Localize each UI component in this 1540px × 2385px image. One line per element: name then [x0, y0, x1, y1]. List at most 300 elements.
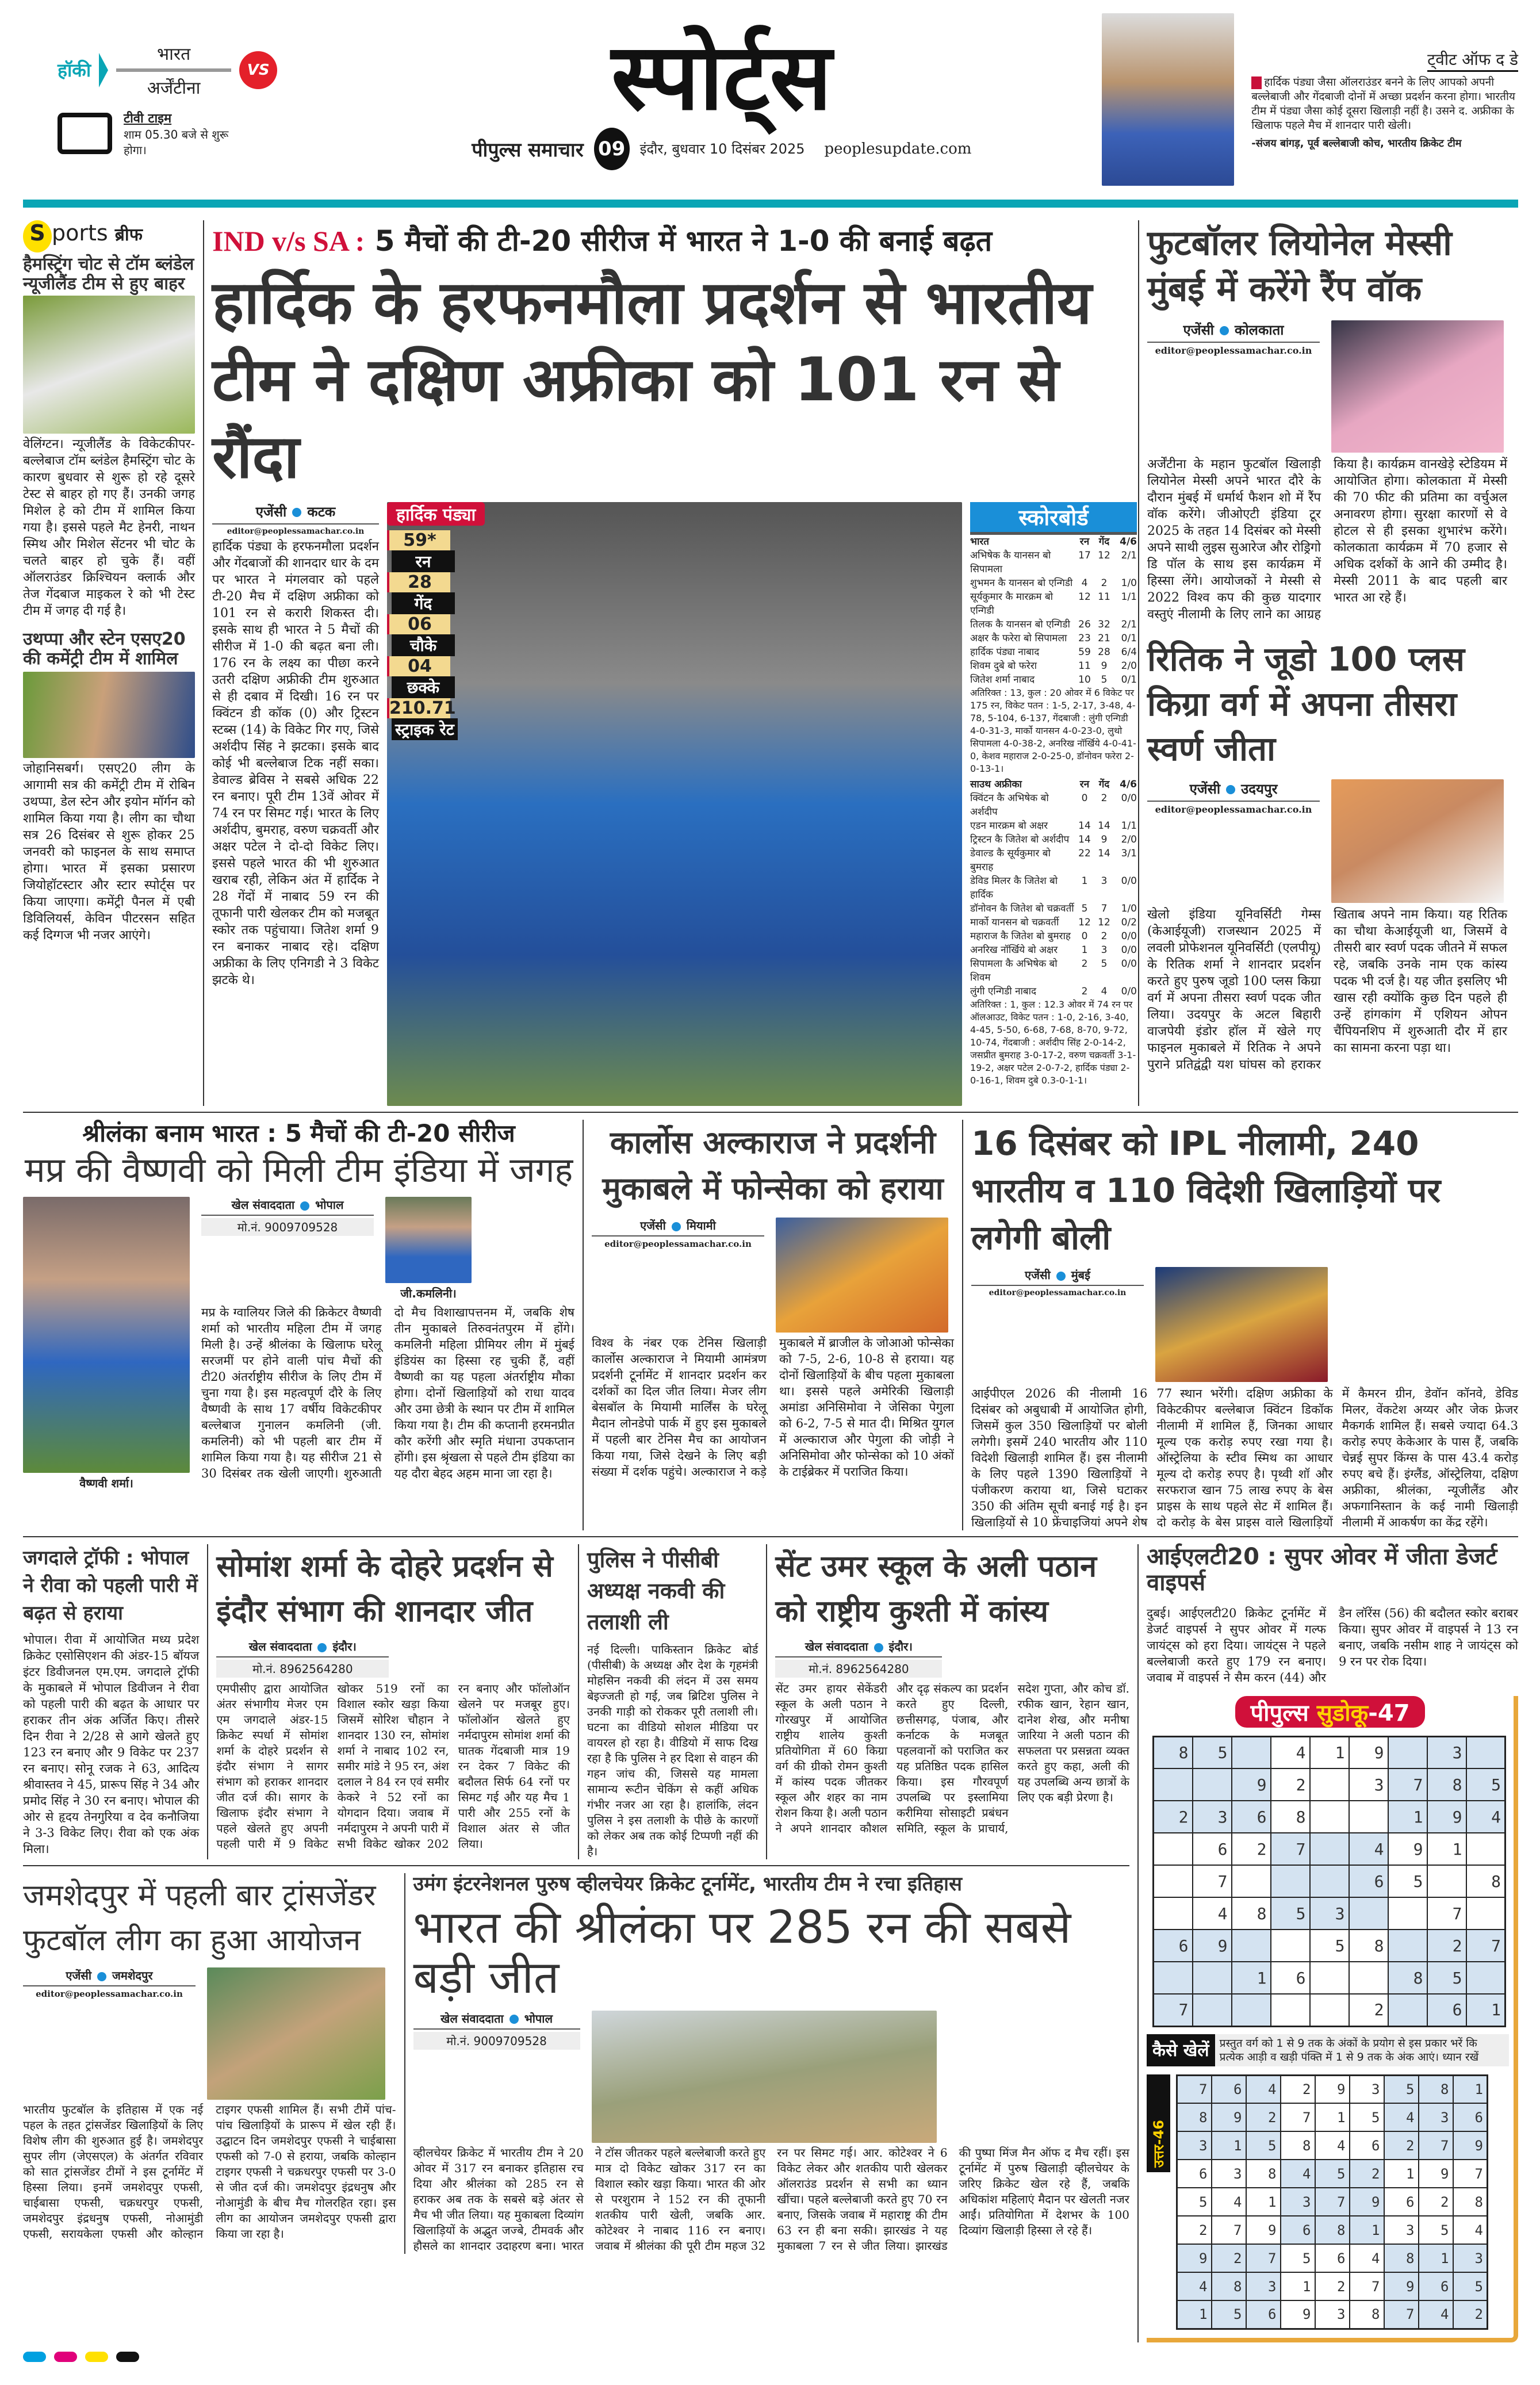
howto-label: कैसे खेलें: [1147, 2034, 1215, 2066]
sudoku-cell: 4: [1315, 2131, 1350, 2160]
sudoku-cell: 9: [1315, 2075, 1350, 2103]
sudoku-cell: 3: [1193, 1801, 1232, 1833]
sudoku-cell: 5: [1271, 1897, 1310, 1930]
sudoku-cell: [1271, 1930, 1310, 1962]
sudoku-cell: 9: [1384, 2272, 1419, 2300]
fours-sixes: 2/1: [1121, 550, 1137, 561]
balls: 9: [1101, 834, 1108, 845]
sudoku-row: [1154, 1768, 1505, 1801]
sports-brief-logo: [23, 220, 195, 252]
ritik-headline: रितिक ने जूडो 100 प्लस किग्रा वर्ग में अपना तीसरा स्वर्ण जीता: [1147, 640, 1465, 768]
sudoku-cell: 8: [1466, 1865, 1505, 1897]
sudoku-cell: 7: [1193, 1865, 1232, 1897]
balls: 9: [1101, 660, 1108, 672]
messi-text: अर्जेंटीना के महान फुटबॉल खिलाड़ी लियोनेल मेस्सी अपने भारत दौरे के दौरान मुंबई में धर्मार्थ फैशन शो में रैंप वॉक करेंगे। जीओएटी इंडिया टूर 2025 के तहत 14 दिसंबर को मेस्सी अपने साथी लुइस सुआरेज और रोड्रिगो डि पॉल के साथ इस कार्यक्रम में हिस्सा लेंगे। आयोजकों ने मेस्सी से 2022 विश्व कप की कुछ यादगार वस्तुएं नीलामी के लिए लाने का आग्रह किया है। कार्यक्रम वानखेड़े स्टेडियम में आयोजित होगा। कोलकाता में मेस्सी की 70 फीट की प्रतिमा का वर्चुअल अनावरण होगा। सुरक्षा कारणों से वे होटल से ही इसका शुभारंभ करेंगे। कोलकाता कार्यक्रम में 70 हजार से अधिक दर्शकों के आने की उम्मीद है। मेस्सी 2011 के बाद पहली बार भारत आ रहे हैं।: [1147, 457, 1507, 622]
page-number: 09: [594, 128, 630, 170]
sudoku-cell: 3: [1310, 1897, 1349, 1930]
stat-label: छक्के: [392, 676, 455, 698]
batsman: सिपामला कै अभिषेक बो शिवम: [970, 958, 1058, 983]
byline-place: जमशेदपुर: [112, 1969, 153, 1982]
byline-place: मुंबई: [1071, 1268, 1090, 1282]
batsman: जितेश शर्मा नाबाद: [970, 674, 1035, 686]
sudoku-cell: [1271, 1865, 1310, 1897]
sudoku-cell: 1: [1315, 2103, 1350, 2131]
sudoku-cell: 7: [1427, 1897, 1466, 1930]
sudoku-cell: [1349, 1801, 1388, 1833]
sudoku-cell: 8: [1232, 1897, 1271, 1930]
wheelchair-photo: [592, 2011, 937, 2143]
byline: [23, 1967, 196, 1986]
jamshedpur-photo: [207, 1967, 385, 2100]
sudoku-cell: 1: [1177, 2300, 1212, 2329]
balls: 32: [1098, 619, 1110, 630]
col-header: गेंद: [1098, 779, 1110, 790]
sudoku-cell: 8: [1419, 2075, 1453, 2103]
row-3-4: [23, 1536, 1518, 2342]
logo-word: ब्रीफ: [114, 225, 143, 245]
sudoku-title-b: सुडोकू: [1316, 1699, 1369, 1726]
lower-right-column: [1139, 1544, 1518, 2342]
sudoku-row: [1154, 1833, 1505, 1865]
mobile: मो.नं. 9009709528: [201, 1218, 374, 1236]
sudoku-cell: 5: [1384, 2075, 1419, 2103]
sudoku-cell: 9: [1453, 2131, 1488, 2160]
jamshedpur-story: [23, 1873, 405, 2254]
batsman-row: [970, 916, 1137, 929]
sudoku-cell: 2: [1232, 1833, 1271, 1865]
stat-label: चौके: [392, 634, 455, 656]
scoreboard-india: [970, 535, 1137, 687]
sudoku-cell: 9: [1212, 2103, 1246, 2131]
somansh-story: [208, 1544, 579, 1859]
sudoku-cell: 2: [1154, 1801, 1193, 1833]
sudoku-cell: 5: [1350, 2103, 1384, 2131]
sudoku-row: [1154, 1801, 1505, 1833]
stat-label: गेंद: [392, 592, 455, 614]
sudoku-cell: 3: [1427, 1736, 1466, 1768]
runs: 22: [1078, 848, 1091, 859]
sudoku-cell: 6: [1246, 2300, 1281, 2329]
sudoku-cell: 7: [1246, 2244, 1281, 2272]
vaishnavi-caption: वैष्णवी शर्मा।: [79, 1476, 133, 1491]
sudoku-cell: [1232, 1736, 1271, 1768]
sudoku-cell: 1: [1466, 1994, 1505, 2026]
ilt20-text: दुबई। आईएलटी20 क्रिकेट टूर्नामेंट में डेजर्ट वाइपर्स ने सुपर ओवर में गल्फ जायंट्स को हरा दिया। जायंट्स ने पहले बल्लेबाजी करते हुए 179 रन बनाए। जवाब में वाइपर्स ने सैम करन (44) और डैन लॉरेंस (56) की बदौलत स्कोर बराबर किया। सुपर ओवर में वाइपर्स ने 13 रन बनाए, जबकि नसीम शाह ने जायंट्स को 9 रन पर रोक दिया।: [1147, 1606, 1518, 1685]
sudoku-cell: 8: [1388, 1962, 1427, 1994]
sudoku-cell: 4: [1271, 1736, 1310, 1768]
runs: 14: [1078, 820, 1091, 832]
runs: 17: [1078, 550, 1091, 561]
batsman: शुभमन कै यानसन बो एन्गिडी: [970, 577, 1073, 589]
stat-value: 210.71: [387, 698, 450, 718]
batsman-row: [970, 819, 1137, 833]
ipl-trophy-photo: [1155, 1267, 1328, 1382]
vaishnavi-story: [23, 1120, 584, 1530]
ritik-story: [1147, 637, 1507, 1073]
batsman-row: [970, 618, 1137, 631]
batsman-row: [970, 902, 1137, 916]
sudoku-cell: 2: [1419, 2188, 1453, 2216]
sudoku-cell: 9: [1281, 2300, 1315, 2329]
website-link[interactable]: peoplesupdate.com: [824, 140, 972, 158]
somansh-text: एमपीसीए द्वारा आयोजित अंतर संभागीय मेजर एम एम जगदाले अंडर-15 क्रिकेट स्पर्धा में सोमांश शर्मा के दोहरे प्रदर्शन से इंदौर संभाग ने सागर संभाग को हराकर शानदार जीत दर्ज की। सागर के खिलाफ इंदौर संभाग ने पहले खेलते हुए अपनी पहली पारी में 9 विकेट खोकर 519 रनों का विशाल स्कोर खड़ा किया जिसमें सोरिश चौहान ने शानदार 130 रन, सोमांश शर्मा ने नाबाद 102 रन, समीर मांडे ने 95 रन, अंश दलाल ने 84 रन एवं समीर केकरे ने 52 रनों का योगदान दिया। जवाब में नर्मदापुरम ने अपनी पारी में सभी विकेट खोकर 202 रन बनाए और फॉलोऑन खेलने पर मजबूर हुए। फॉलोऑन खेलते हुए नर्मदापुरम सोमांश शर्मा की घातक गेंदबाजी मात्र 19 रन देकर 7 विकेट की बदौलत सिर्फ 64 रनों पर सिमट गई और यह मैच 1 पारी और 255 रनों के विशाल अंतर से जीत लिया।: [216, 1682, 570, 1851]
sudoku-cell: [1466, 1833, 1505, 1865]
batsman: सूर्यकुमार कै मारक्रम बो एन्गिडी: [970, 591, 1054, 617]
sudoku-cell: 7: [1453, 2160, 1488, 2188]
sudoku-cell: 8: [1271, 1801, 1310, 1833]
hardik-photo: [387, 502, 962, 1106]
fours-sixes: 0/0: [1121, 931, 1137, 942]
runs: 1: [1081, 875, 1088, 887]
sudoku-cell: [1466, 1897, 1505, 1930]
sudoku-row: [1154, 1865, 1505, 1897]
dot-icon: [874, 1643, 883, 1652]
balls: 2: [1101, 931, 1108, 942]
sudoku-cell: 6: [1384, 2188, 1419, 2216]
nakvi-story: [579, 1544, 767, 1859]
tweet-text: [1251, 75, 1518, 133]
sudoku-cell: [1232, 1994, 1271, 2026]
sudoku-cell: [1310, 1865, 1349, 1897]
tweet-author: -संजय बांगड़, पूर्व बल्लेबाजी कोच, भारतीय क्रिकेट टीम: [1251, 137, 1462, 150]
runs: 12: [1078, 917, 1091, 928]
sudoku-cell: 3: [1350, 2075, 1384, 2103]
sudoku-cell: 5: [1212, 2300, 1246, 2329]
email: editor@peoplessamachar.co.in: [227, 527, 365, 536]
dot-icon: [1226, 785, 1235, 794]
balls: 12: [1098, 917, 1110, 928]
sudoku-cell: 9: [1193, 1930, 1232, 1962]
sudoku-cell: 3: [1212, 2160, 1246, 2188]
fours-sixes: 2/1: [1121, 619, 1137, 630]
sudoku-cell: 8: [1350, 2300, 1384, 2329]
dot-icon: [1220, 326, 1229, 335]
stat-value: 04: [387, 656, 450, 676]
fours-sixes: 0/1: [1121, 674, 1137, 686]
sudoku-cell: 1: [1427, 1833, 1466, 1865]
main-text: हार्दिक पंड्या के हरफनमौला प्रदर्शन और गेंदबाजों की शानदार धार के दम पर भारत ने मंगलवार को पहले टी-20 मैच में दक्षिण अफ्रीका को 101 रन से करारी शिकस्त दी। इसके साथ ही भारत ने 5 मैचों की सीरीज में 1-0 की बढ़त बना ली। 176 रन के लक्ष्य का पीछा करने उतरी दक्षिण अफ्रीकी टीम शुरुआत से ही दबाव में दिखी। 16 रन पर क्विंटन डी कॉक (0) और ट्रिस्टन स्टब्स (14) के विकेट गिर गए, जिसे अर्शदीप सिंह ने झटका। इसके बाद कोई भी बल्लेबाज टिक नहीं सका। डेवाल्ड ब्रेविस ने सबसे अधिक 22 रन बनाए। पूरी टीम 13वें ओवर में 74 रन पर सिमट गई। भारत के लिए अर्शदीप, बुमराह, वरुण चक्रवर्ती और अक्षर पटेल ने दो-दो विकेट लिए। इससे पहले भारत की भी शुरुआत खराब रही, लेकिन अंत में हार्दिक ने 28 गेंदों में नाबाद 59 रन की तूफानी पारी खेलकर टीम को मजबूत स्कोर तक पहुंचाया। जितेश शर्मा 9 रन बनाकर नाबाद रहे। दक्षिण अफ्रीका के लिए एनिगडी ने 3 विकेट झटके थे।: [212, 539, 379, 987]
sudoku-cell: 5: [1388, 1865, 1427, 1897]
jamshedpur-headline: जमशेदपुर में पहली बार ट्रांसजेंडर फुटबॉल लीग का हुआ आयोजन: [23, 1878, 376, 1958]
sudoku-cell: [1154, 1897, 1193, 1930]
sudoku-cell: 6: [1419, 2272, 1453, 2300]
main-kicker: [212, 220, 1130, 259]
sudoku-cell: 1: [1281, 2272, 1315, 2300]
main-headline: हार्दिक के हरफनमौला प्रदर्शन से भारतीय टीम ने दक्षिण अफ्रीका को 101 रन से रौंदा: [212, 267, 1092, 492]
sudoku-cell: [1193, 1768, 1232, 1801]
sudoku-cell: 6: [1154, 1930, 1193, 1962]
sudoku-cell: 1: [1453, 2075, 1488, 2103]
sudoku-cell: 6: [1349, 1865, 1388, 1897]
batsman-row: [970, 576, 1137, 590]
sudoku-cell: 3: [1315, 2300, 1350, 2329]
kicker-red: IND v/s SA :: [212, 225, 365, 257]
sudoku-cell: 9: [1349, 1736, 1388, 1768]
sudoku-row: [1154, 1994, 1505, 2026]
runs: 12: [1078, 591, 1091, 603]
byline-source: एजेंसी: [255, 504, 287, 520]
batsman: डॉनोवन कै जितेश बो चक्रवर्ती: [970, 903, 1074, 914]
sudoku-cell: [1310, 1833, 1349, 1865]
sudoku-cell: 2: [1281, 2075, 1315, 2103]
sudoku-cell: [1466, 1736, 1505, 1768]
tv-time-text: शाम 05.30 बजे से शुरू होगा।: [124, 127, 229, 157]
sudoku-row: [1177, 2188, 1488, 2216]
batsman-row: [970, 673, 1137, 687]
byline-place: उदयपुर: [1241, 781, 1278, 797]
brief-text-1: वेलिंग्टन। न्यूजीलैंड के विकेटकीपर-बल्लेबाज टॉम ब्लंडेल हैमस्ट्रिंग चोट के कारण बुधवार से शुरू हो रहे दूसरे टेस्ट से बाहर हो गए हैं। उनकी जगह मिशेल हे को टीम में शामिल किया गया है। इससे पहले मैट हेनरी, नाथन स्मिथ और मिशेल सेंटनर भी चोट के चलते बाहर हो चुके हैं। वहीं ऑलराउंडर क्रिश्चियन क्लार्क और तेज गेंदबाज माइकल रे को भी टेस्ट टीम में जगह दी गई है।: [23, 437, 195, 619]
byline: [413, 2011, 580, 2030]
somansh-headline: सोमांश शर्मा के दोहरे प्रदर्शन से इंदौर संभाग की शानदार जीत: [216, 1549, 553, 1629]
sudoku-title-a: पीपुल्स: [1250, 1699, 1309, 1726]
sudoku-cell: 4: [1384, 2103, 1419, 2131]
team-name: भारत: [970, 536, 989, 548]
batsman: शिवम दुबे बो फरेरा: [970, 660, 1037, 672]
fours-sixes: 1/1: [1121, 591, 1137, 603]
alcaraz-story: [584, 1120, 963, 1530]
tv-time-label: टीवी टाइम: [124, 111, 172, 126]
runs: 1: [1081, 944, 1088, 956]
sudoku-cell: 6: [1453, 2103, 1488, 2131]
byline: [592, 1218, 764, 1236]
sudoku-cell: 5: [1246, 2131, 1281, 2160]
batsman: मार्को यानसन बो चक्रवर्ती: [970, 917, 1059, 928]
sudoku-cell: 7: [1350, 2272, 1384, 2300]
fours-sixes: 0/0: [1121, 944, 1137, 956]
sudoku-cell: 2: [1453, 2300, 1488, 2329]
batsman-row: [970, 645, 1137, 659]
batsman: डेविड मिलर कै जितेश बो हार्दिक: [970, 875, 1058, 901]
jagdale-headline: जगदाले ट्रॉफी : भोपाल ने रीवा को पहली पारी में बढ़त से हराया: [23, 1546, 198, 1625]
sudoku-cell: 5: [1310, 1930, 1349, 1962]
batsman: डेवाल्ड कै सूर्यकुमार बो बुमराह: [970, 848, 1051, 873]
byline: [971, 1267, 1144, 1286]
balls: 5: [1101, 674, 1108, 686]
byline: [775, 1639, 942, 1657]
fours-sixes: 0/0: [1121, 793, 1137, 804]
sudoku-cell: 6: [1427, 1994, 1466, 2026]
fours-sixes: 6/4: [1121, 646, 1137, 658]
sudoku-cell: 1: [1212, 2131, 1246, 2160]
balls: 12: [1098, 550, 1110, 561]
brief-headline-2: उथप्पा और स्टेन एसए20 की कमेंट्री टीम में शामिल: [23, 629, 186, 669]
ilt20-story: [1147, 1544, 1518, 1686]
sudoku-cell: 5: [1453, 2272, 1488, 2300]
sudoku-cell: 8: [1246, 2160, 1281, 2188]
sudoku-cell: 9: [1419, 2160, 1453, 2188]
section-title: स्पोर्ट्स: [611, 22, 832, 131]
byline-place: भोपाल: [524, 2011, 553, 2026]
sudoku-cell: 4: [1246, 2075, 1281, 2103]
jamshedpur-text: भारतीय फुटबॉल के इतिहास में एक नई पहल के तहत ट्रांसजेंडर खिलाड़ियों के लिए विशेष लीग की शुरुआत हुई है। जमशेदपुर सुपर लीग (जेएसएल) के अंतर्गत रविवार को सात ट्रांसजेंडर टीमों ने इस टूर्नामेंट में हिस्सा लिया। इनमें जमशेदपुर एफसी, चाईबासा एफसी, चक्रधरपुर एफसी, जमशेदपुर इंद्रधनुष एफसी, नोआमुंडी एफसी, सरायकेला एफसी और कोल्हान टाइगर एफसी शामिल हैं। सभी टीमें पांच-पांच खिलाड़ियों के प्रारूप में खेल रही हैं। उद्घाटन दिन जमशेदपुर एफसी ने चाईबासा एफसी को 7-0 से हराया, जबकि कोल्हान टाइगर एफसी ने चक्रधरपुर एफसी पर 3-0 से जीत दर्ज की। जमशेदपुर इंद्रधनुष और नोआमुंडी के बीच मैच गोलरहित रहा। इस लीग का आयोजन जमशेदपुर एफसी द्वारा किया जा रहा है।: [23, 2103, 396, 2241]
sudoku-box: [1147, 1696, 1518, 2342]
sudoku-cell: 5: [1466, 1768, 1505, 1801]
mobile: मो.नं. 8962564280: [216, 1660, 389, 1678]
sudoku-cell: [1154, 1865, 1193, 1897]
brief-headline-1: हैमस्ट्रिंग चोट से टॉम ब्लंडेल न्यूजीलैंड टीम से हुए बाहर: [23, 254, 194, 294]
sudoku-cell: [1154, 1768, 1193, 1801]
ipl-headline: 16 दिसंबर को IPL नीलामी, 240 भारतीय व 110 विदेशी खिलाड़ियों पर लगेगी बोली: [971, 1124, 1441, 1257]
sudoku-cell: 6: [1350, 2131, 1384, 2160]
runs: 23: [1078, 633, 1091, 644]
byline: [1147, 779, 1320, 802]
sudoku-cell: 8: [1315, 2216, 1350, 2244]
tweet-title: ट्वीट ऑफ द डे: [1427, 48, 1518, 72]
sudoku-cell: 4: [1419, 2300, 1453, 2329]
sudoku-cell: [1232, 1865, 1271, 1897]
howto: [1147, 2034, 1509, 2066]
tv-icon: [58, 113, 112, 154]
sudoku-cell: 8: [1427, 1768, 1466, 1801]
batsman: लुंगी एन्गिडी नाबाद: [970, 986, 1037, 997]
lower-left-block: [23, 1544, 1139, 2342]
wheelchair-story: [405, 1873, 1129, 2254]
uthappa-photo: [23, 672, 195, 758]
ali-pathan-headline: सेंट उमर स्कूल के अली पठान को राष्ट्रीय कुश्ती में कांस्य: [775, 1549, 1097, 1629]
sudoku-cell: [1388, 1897, 1427, 1930]
balls: 4: [1101, 986, 1108, 997]
right-column: [1139, 220, 1507, 1106]
balls: 7: [1101, 903, 1108, 914]
dot-icon: [317, 1643, 327, 1652]
vaishnavi-body: [201, 1197, 574, 1481]
batsman-row: [970, 929, 1137, 943]
sudoku-cell: 2: [1349, 1994, 1388, 2026]
balls: 2: [1101, 577, 1108, 589]
sudoku-row: [1177, 2244, 1488, 2272]
col-header: रन: [1079, 779, 1090, 790]
stat-label-wrap: [387, 592, 962, 614]
batsman-row: [970, 957, 1137, 985]
byline-source: एजेंसी: [640, 1219, 666, 1232]
fours-sixes: 1/1: [1121, 820, 1137, 832]
col-header: 4/6: [1120, 536, 1137, 548]
sudoku-cell: 7: [1466, 1930, 1505, 1962]
vaishnavi-headline: मप्र की वैष्णवी को मिली टीम इंडिया में जगह: [24, 1150, 573, 1191]
messi-headline: फुटबॉलर लियोनेल मेस्सी मुंबई में करेंगे रैंप वॉक: [1147, 223, 1452, 309]
runs: 2: [1081, 986, 1088, 997]
sudoku-row: [1177, 2300, 1488, 2329]
sudoku-cell: [1154, 1962, 1193, 1994]
scoreboard: [970, 502, 1137, 1087]
sudoku-cell: 3: [1419, 2103, 1453, 2131]
sudoku-answer-grid: [1176, 2074, 1488, 2330]
sudoku-cell: 2: [1177, 2216, 1212, 2244]
sa-summary: अतिरिक्त : 1, कुल : 12.3 ओवर में 74 रन पर ऑलआउट, विकेट पतन : 1-0, 2-16, 3-40, 4-45, 5-50, 6-68, 7-68, 8-70, 9-72, 10-74, गेंदबाजी : अर्शदीप सिंह 2-0-14-2, जसप्रीत बुमराह 3-0-17-2, वरुण चक्रवर्ती 3-1-19-2, अक्षर पटेल 2-0-7-2, हार्दिक पंड्या 2-0-16-1, शिवम दुबे 0.3-0-1-1।: [970, 999, 1136, 1086]
batsman-row: [970, 791, 1137, 819]
coach-photo: [1102, 13, 1234, 186]
black-mark: [116, 2352, 139, 2362]
masthead: [23, 0, 1518, 198]
row-1: [23, 213, 1518, 1106]
sudoku-cell: [1427, 1865, 1466, 1897]
sudoku-cell: [1193, 1994, 1232, 2026]
runs: 59: [1078, 646, 1091, 658]
stat-label-wrap: [387, 718, 962, 740]
sudoku-cell: 6: [1315, 2244, 1350, 2272]
sudoku-cell: 6: [1177, 2160, 1212, 2188]
sudoku-cell: 5: [1315, 2160, 1350, 2188]
batsman-row: [970, 985, 1137, 998]
masthead-rule: [23, 200, 1518, 208]
dot-icon: [1056, 1272, 1066, 1281]
sudoku-cell: [1388, 1736, 1427, 1768]
sudoku-cell: 1: [1246, 2188, 1281, 2216]
sudoku-row: [1177, 2272, 1488, 2300]
col-header: 4/6: [1120, 779, 1137, 790]
kamalini-photo: [385, 1197, 472, 1283]
sudoku-cell: 8: [1212, 2272, 1246, 2300]
fours-sixes: 0/2: [1121, 917, 1137, 928]
email: editor@peoplessamachar.co.in: [604, 1239, 752, 1249]
sudoku-cell: 5: [1427, 1962, 1466, 1994]
byline-place: कोलकाता: [1235, 322, 1284, 338]
dot-icon: [292, 508, 301, 517]
sudoku-cell: 8: [1384, 2244, 1419, 2272]
batsman: तिलक कै यानसन बो एन्गिडी: [970, 619, 1070, 630]
title-block: [358, 22, 1085, 170]
fours-sixes: 0/0: [1121, 875, 1137, 887]
sudoku-cell: 9: [1350, 2188, 1384, 2216]
byline-source: एजेंसी: [66, 1969, 92, 1982]
cyan-mark: [23, 2352, 46, 2362]
byline-place: भोपाल: [315, 1198, 344, 1212]
hockey-fixture: [23, 41, 341, 158]
batsman-row: [970, 549, 1137, 576]
stat-label: रन: [392, 550, 455, 572]
ilt20-headline: आईएलटी20 : सुपर ओवर में जीता डेजर्ट वाइपर्स: [1147, 1544, 1497, 1596]
sudoku-cell: 6: [1212, 2075, 1246, 2103]
paper-name: पीपुल्स समाचार: [472, 138, 584, 162]
ali-pathan-story: [767, 1544, 1129, 1859]
sudoku-cell: 9: [1232, 1768, 1271, 1801]
scoreboard-title: स्कोरबोर्ड: [970, 502, 1137, 535]
player-tag: हार्दिक पंड्या: [387, 502, 485, 526]
sudoku-cell: [1310, 1768, 1349, 1801]
nakvi-headline: पुलिस ने पीसीबी अध्यक्ष नकवी की तलाशी ली: [587, 1547, 725, 1634]
sudoku-cell: 2: [1212, 2244, 1246, 2272]
runs: 0: [1081, 931, 1088, 942]
messi-story: [1147, 220, 1507, 623]
ali-pathan-text: सेंट उमर हायर सेकेंडरी स्कूल के अली पठान ने गोरखपुर में आयोजित राष्ट्रीय शालेय कुश्ती प्रतियोगिता में 60 किग्रा वर्ग की ग्रीको रोमन कुश्ती में कांस्य पदक जीतकर स्कूल और शहर का नाम रोशन किया है। अली पठान ने अपने शानदार कौशल और दृढ़ संकल्प का प्रदर्शन करते हुए दिल्ली, छत्तीसगढ़, पंजाब, और कर्नाटक के मजबूत पहलवानों को पराजित कर यह प्रतिष्ठित पदक हासिल किया। इस गौरवपूर्ण उपलब्धि पर इस्लामिया करीमिया सोसाइटी प्रबंधन समिति, स्कूल के प्राचार्य, सदेश गुप्ता, और कोच डॉ. रफीक खान, रेहान खान, दानेश शेख, और मनीषा जारिया ने अली पठान की सफलता पर प्रसन्नता व्यक्त करते हुए कहा, अली की यह उपलब्धि अन्य छात्रों के लिए एक बड़ी प्रेरणा है।: [775, 1682, 1129, 1835]
howto-text: प्रस्तुत वर्ग को 1 से 9 तक के अंकों के प्रयोग से इस प्रकार भरें कि प्रत्येक आड़ी व खड़ी पंक्ति में 1 से 9 तक के अंक आएं। ध्यान रखें: [1219, 2036, 1479, 2064]
sudoku-cell: 3: [1246, 2272, 1281, 2300]
row-2: [23, 1112, 1518, 1530]
sudoku-row: [1154, 1897, 1505, 1930]
sudoku-row: [1154, 1930, 1505, 1962]
byline-source: एजेंसी: [1183, 322, 1215, 338]
byline: [212, 502, 379, 525]
runs: 2: [1081, 958, 1088, 970]
batsman: अनरिख नॉर्खिये बो अक्षर: [970, 944, 1058, 956]
scoreboard-header: [970, 535, 1137, 549]
sudoku-cell: 9: [1246, 2216, 1281, 2244]
logo-s: S: [23, 220, 52, 252]
blundell-photo: [23, 296, 195, 434]
logo-text: ports: [52, 220, 108, 246]
sudoku-cell: 4: [1177, 2272, 1212, 2300]
balls: 21: [1098, 633, 1110, 644]
sudoku-cell: 1: [1384, 2160, 1419, 2188]
batsman: महाराज कै जितेश बो बुमराह: [970, 931, 1071, 942]
sudoku-cell: 4: [1212, 2188, 1246, 2216]
sudoku-cell: 1: [1232, 1962, 1271, 1994]
balls: 14: [1098, 820, 1110, 832]
sudoku-cell: 3: [1349, 1768, 1388, 1801]
sudoku-row: [1177, 2131, 1488, 2160]
byline-source: खेल संवाददाता: [805, 1640, 868, 1653]
sudoku-cell: 2: [1384, 2131, 1419, 2160]
